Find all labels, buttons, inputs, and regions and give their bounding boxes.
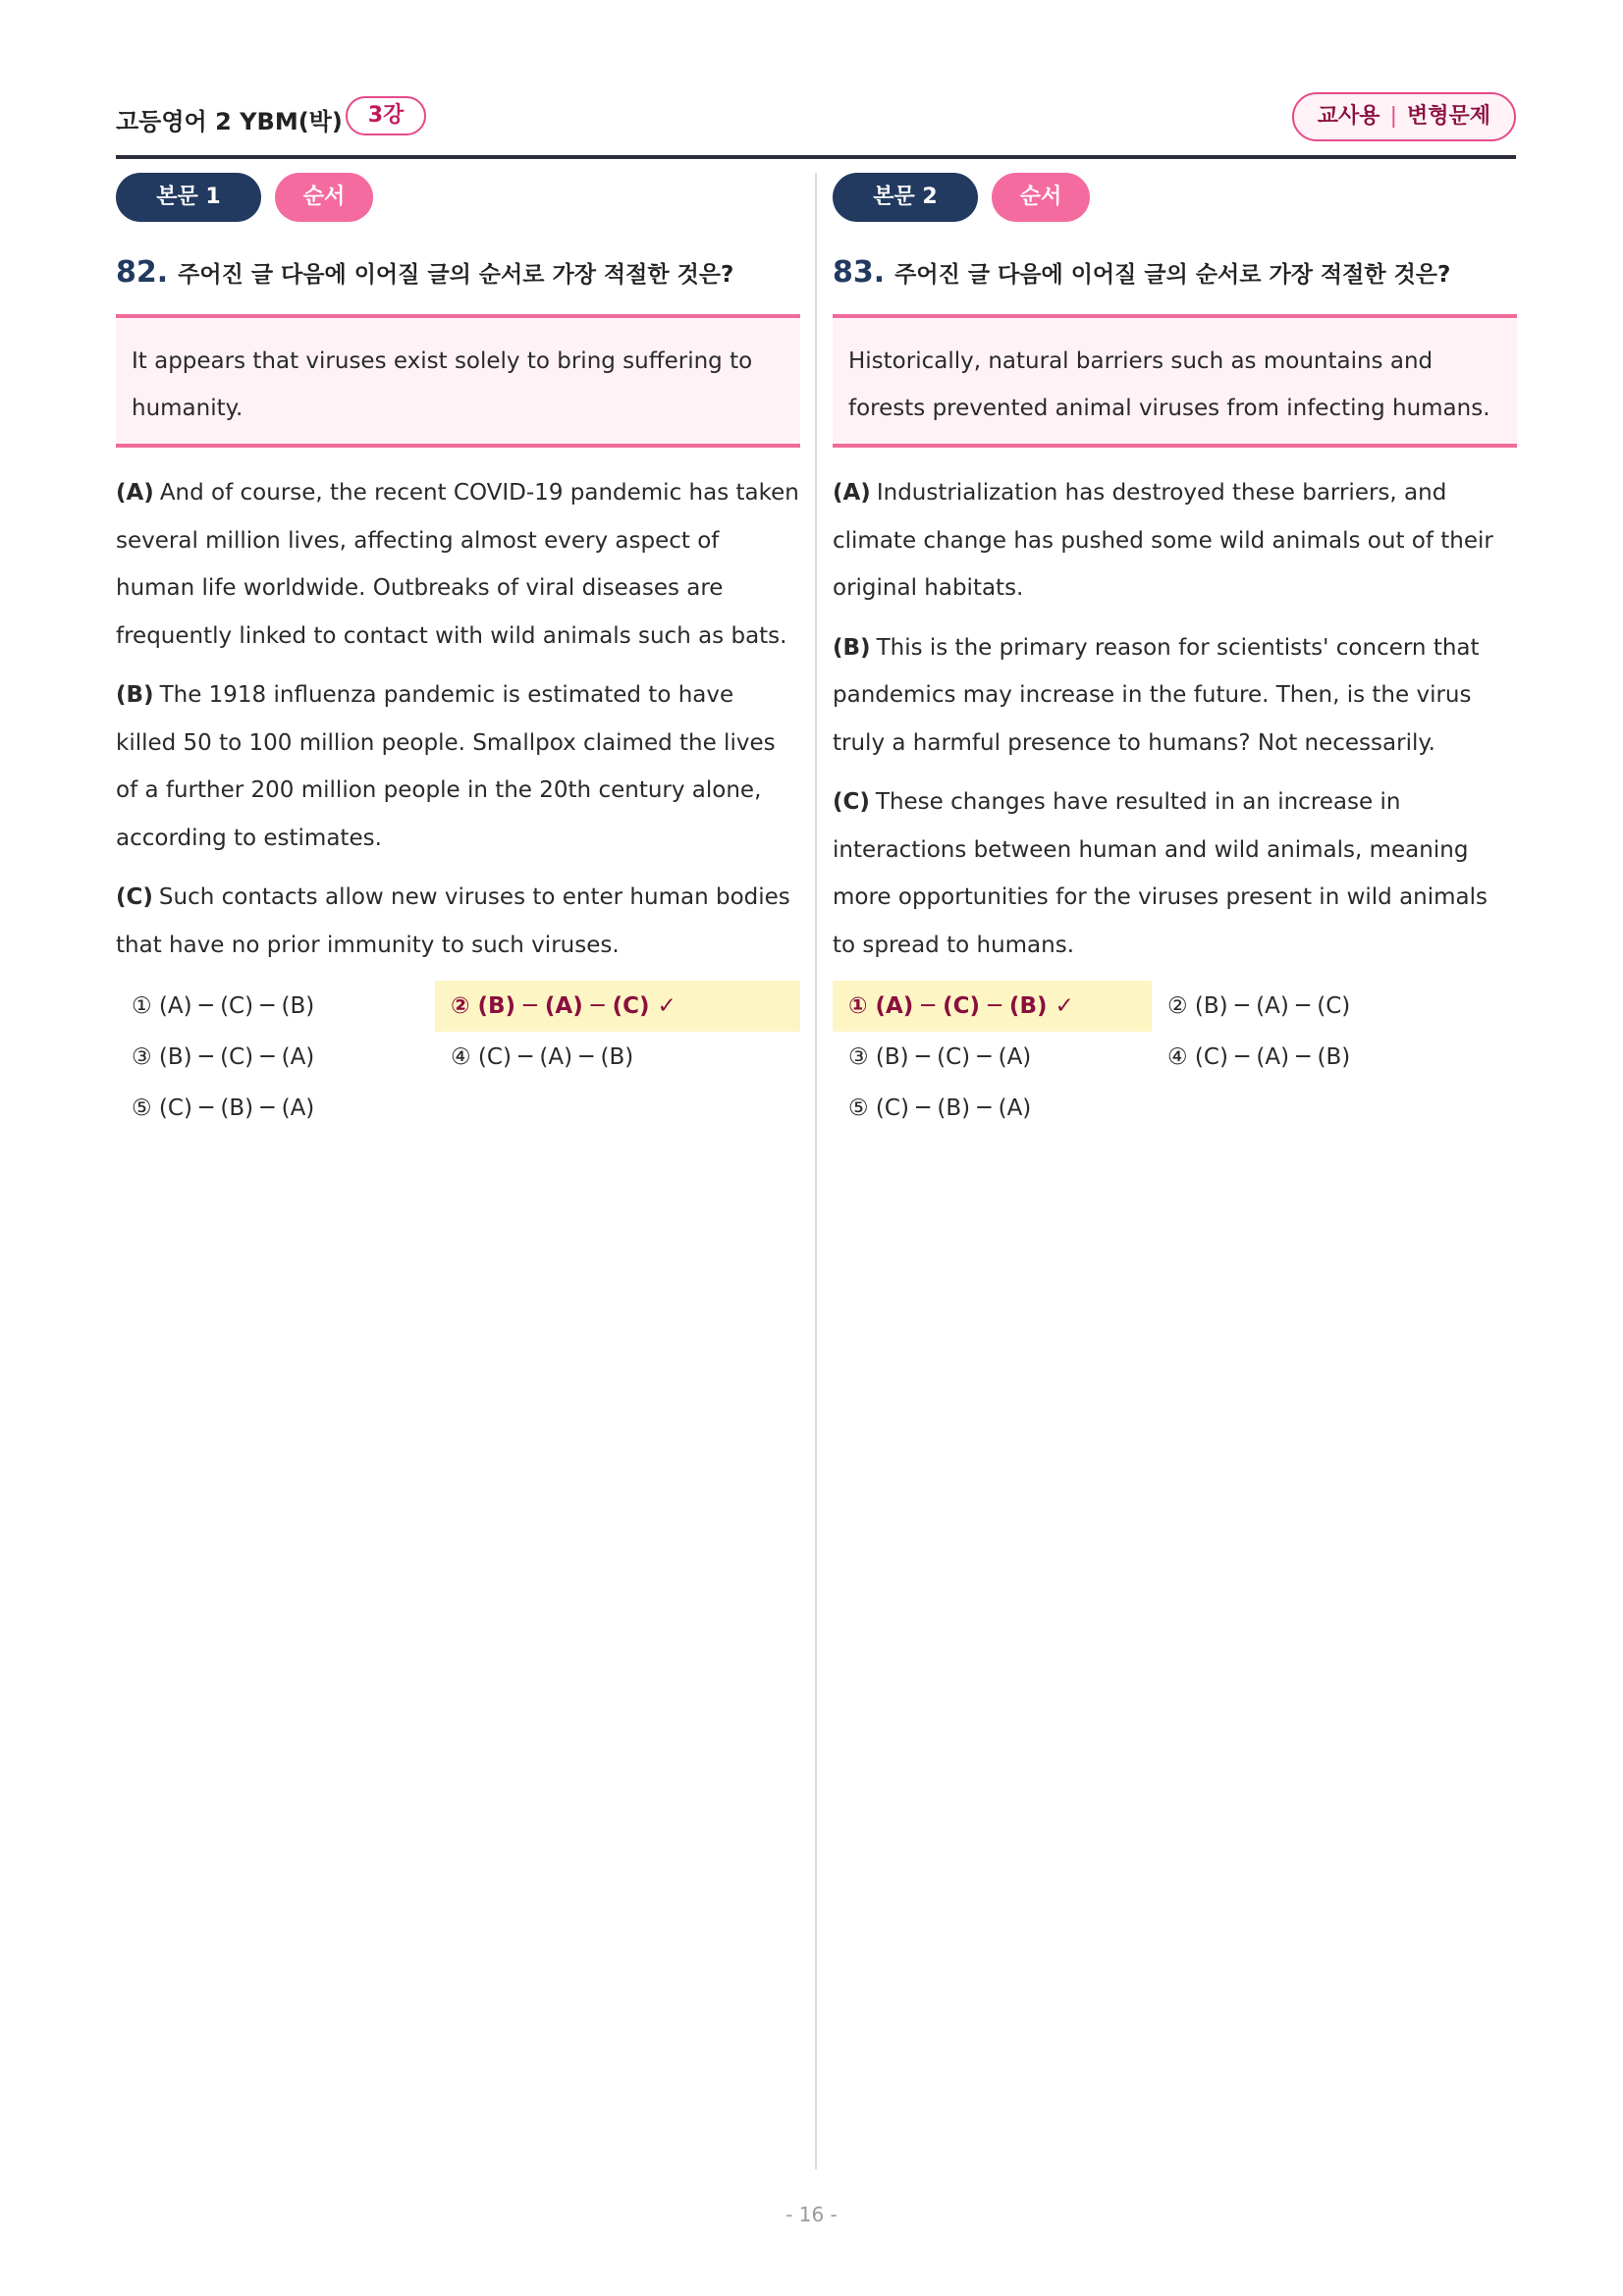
question-number: 83. [833, 255, 886, 290]
choice-3[interactable]: ③ (B) ─ (C) ─ (A) [848, 1044, 1032, 1070]
section-tags [116, 173, 800, 222]
choice-1-correct[interactable]: ① (A) ─ (C) ─ (B) ✓ [833, 981, 1152, 1032]
passage-label: (B) [116, 682, 154, 708]
text-number-tag: 본문 2 [833, 173, 978, 222]
passage-c [116, 874, 800, 969]
choice-4[interactable]: ④ (C) ─ (A) ─ (B) [1167, 1044, 1351, 1070]
text-number-tag: 본문 1 [116, 173, 261, 222]
page-number: - 16 - [785, 2203, 838, 2226]
passage-list [116, 469, 800, 1134]
question-heading [116, 255, 800, 290]
column-divider [815, 173, 817, 2169]
question-text: 주어진 글 다음에 이어질 글의 순서로 가장 적절한 것은? [178, 262, 734, 288]
passage-text: The 1918 influenza pandemic is estimated to have killed 50 to 100 million people. Smallpox claimed the lives of a further 200 million people in the 20th century alone, according to estimates. [116, 682, 776, 851]
section-tags [833, 173, 1517, 222]
passage-b [833, 624, 1517, 768]
lesson-badge: 3강 [346, 96, 426, 135]
given-passage: Historically, natural barriers such as mountains and forests prevented animal viruses from infecting humans. [833, 314, 1517, 448]
question-heading [833, 255, 1517, 290]
passage-a [833, 469, 1517, 613]
passage-label: (A) [833, 480, 871, 506]
passage-list [833, 469, 1517, 1134]
question-number: 82. [116, 255, 169, 290]
choice-4[interactable]: ④ (C) ─ (A) ─ (B) [451, 1044, 634, 1070]
question-type-tag: 순서 [992, 173, 1090, 222]
book-title: 고등영어 2 YBM(박) [116, 108, 343, 135]
passage-text: And of course, the recent COVID-19 pandemic has taken several million lives, affecting almost every aspect of human life worldwide. Outbreaks of viral diseases are frequently linked to contact with wild animals such as bats. [116, 480, 799, 649]
question-column-1 [116, 173, 800, 1121]
header-rule [116, 155, 1516, 159]
choice-2[interactable]: ② (B) ─ (A) ─ (C) [1167, 993, 1351, 1019]
passage-label: (C) [116, 884, 153, 910]
passage-text: Such contacts allow new viruses to enter human bodies that have no prior immunity to such viruses. [116, 884, 790, 958]
answer-choices [833, 981, 1517, 1134]
passage-label: (A) [116, 480, 154, 506]
answer-choices [116, 981, 800, 1134]
passage-label: (B) [833, 634, 871, 661]
passage-text: This is the primary reason for scientists' concern that pandemics may increase in the future. Then, is the virus truly a harmful presence to humans? Not necessarily. [833, 634, 1480, 756]
question-type-tag: 순서 [275, 173, 373, 222]
choice-5[interactable]: ⑤ (C) ─ (B) ─ (A) [848, 1095, 1032, 1121]
page-header [116, 92, 1516, 151]
badge-separator: | [1389, 104, 1397, 129]
passage-label: (C) [833, 789, 870, 815]
choice-2-correct[interactable]: ② (B) ─ (A) ─ (C) ✓ [435, 981, 800, 1032]
choice-5[interactable]: ⑤ (C) ─ (B) ─ (A) [132, 1095, 315, 1121]
passage-a [116, 469, 800, 660]
passage-text: Industrialization has destroyed these barriers, and climate change has pushed some wild animals out of their original habitats. [833, 480, 1493, 601]
passage-c [833, 778, 1517, 969]
question-text: 주어진 글 다음에 이어질 글의 순서로 가장 적절한 것은? [894, 262, 1451, 288]
choice-3[interactable]: ③ (B) ─ (C) ─ (A) [132, 1044, 315, 1070]
doc-type-label: 변형문제 [1406, 104, 1490, 129]
edition-badge [1292, 92, 1516, 141]
choice-1[interactable]: ① (A) ─ (C) ─ (B) [132, 993, 315, 1019]
passage-text: These changes have resulted in an increase in interactions between human and wild animals, meaning more opportunities for the viruses present in wild animals to spread to humans. [833, 789, 1488, 958]
question-column-2 [833, 173, 1517, 1121]
audience-label: 교사용 [1317, 104, 1380, 129]
given-passage: It appears that viruses exist solely to bring suffering to humanity. [116, 314, 800, 448]
passage-b [116, 671, 800, 862]
